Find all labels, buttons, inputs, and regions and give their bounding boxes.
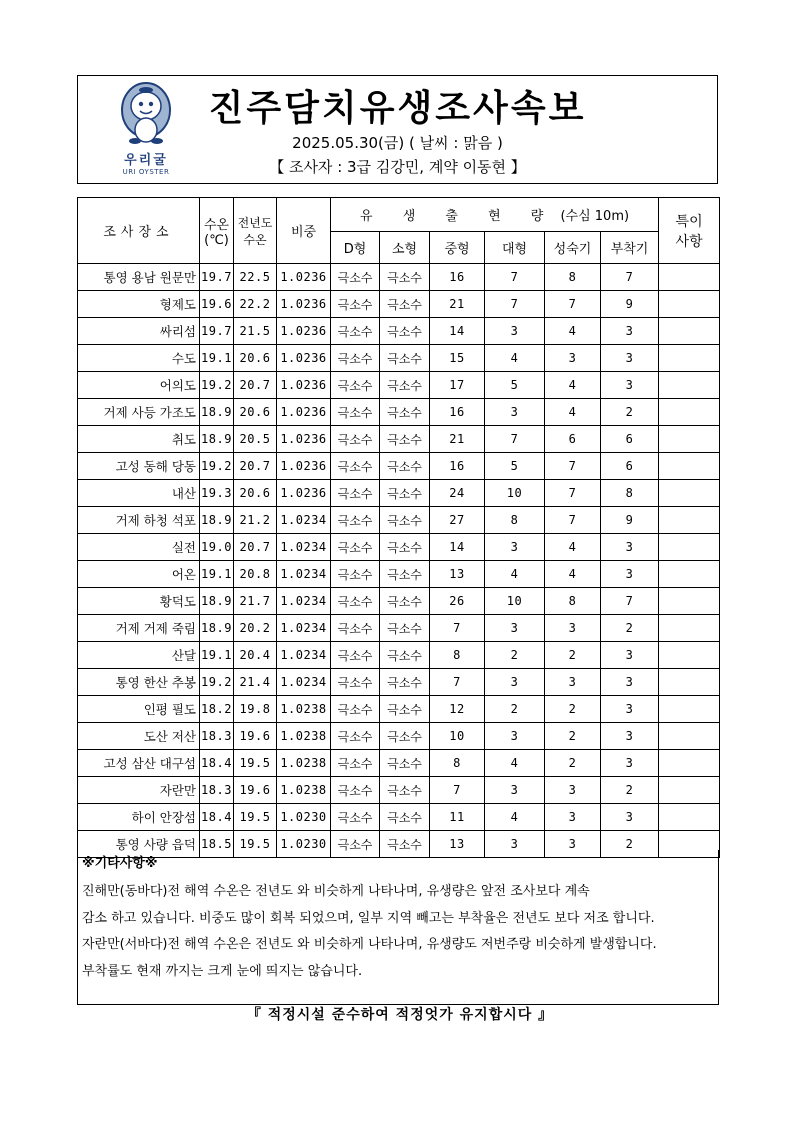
cell-d-type: 극소수: [331, 804, 380, 831]
cell-attach-stage: 2: [601, 777, 659, 804]
cell-attach-stage: 3: [601, 804, 659, 831]
report-surveyors: 【 조사자 : 3급 김강민, 계약 이동현 】: [269, 158, 526, 176]
cell-d-type: 극소수: [331, 291, 380, 318]
cell-small-type: 극소수: [380, 291, 430, 318]
cell-prev-year-temp: 21.4: [234, 669, 277, 696]
cell-prev-year-temp: 20.6: [234, 480, 277, 507]
cell-large-type: 5: [485, 453, 545, 480]
header-mature-stage: 성숙기: [545, 232, 601, 264]
header-prev-year-temp: [234, 198, 277, 264]
cell-remark: [659, 453, 720, 480]
cell-specific-gravity: 1.0236: [277, 291, 331, 318]
cell-specific-gravity: 1.0236: [277, 426, 331, 453]
cell-mature-stage: 3: [545, 345, 601, 372]
cell-d-type: 극소수: [331, 318, 380, 345]
cell-water-temp: 18.5: [200, 831, 234, 858]
cell-attach-stage: 7: [601, 264, 659, 291]
cell-water-temp: 18.2: [200, 696, 234, 723]
cell-small-type: 극소수: [380, 480, 430, 507]
cell-location: 황덕도: [78, 588, 200, 615]
cell-water-temp: 18.3: [200, 723, 234, 750]
cell-remark: [659, 588, 720, 615]
cell-prev-year-temp: 19.8: [234, 696, 277, 723]
cell-remark: [659, 399, 720, 426]
cell-remark: [659, 615, 720, 642]
cell-water-temp: 18.9: [200, 426, 234, 453]
header-prev-year-sub: 수온: [243, 232, 267, 247]
cell-attach-stage: 3: [601, 318, 659, 345]
cell-specific-gravity: 1.0234: [277, 669, 331, 696]
header-d-type: D형: [331, 232, 380, 264]
cell-large-type: 7: [485, 426, 545, 453]
notes-section: [77, 850, 719, 1005]
cell-prev-year-temp: 21.7: [234, 588, 277, 615]
cell-location: 취도: [78, 426, 200, 453]
cell-location: 자란만: [78, 777, 200, 804]
cell-large-type: 3: [485, 669, 545, 696]
cell-medium-type: 13: [430, 831, 485, 858]
cell-large-type: 3: [485, 723, 545, 750]
cell-medium-type: 16: [430, 399, 485, 426]
cell-medium-type: 26: [430, 588, 485, 615]
cell-mature-stage: 4: [545, 561, 601, 588]
cell-small-type: 극소수: [380, 723, 430, 750]
cell-remark: [659, 723, 720, 750]
cell-water-temp: 18.9: [200, 615, 234, 642]
cell-medium-type: 21: [430, 426, 485, 453]
header-large-type: 대형: [485, 232, 545, 264]
cell-location: 어의도: [78, 372, 200, 399]
cell-remark: [659, 345, 720, 372]
cell-large-type: 3: [485, 831, 545, 858]
cell-location: 통영 한산 추봉: [78, 669, 200, 696]
table-row: [78, 426, 720, 453]
cell-location: 내산: [78, 480, 200, 507]
cell-d-type: 극소수: [331, 453, 380, 480]
cell-remark: [659, 534, 720, 561]
cell-small-type: 극소수: [380, 561, 430, 588]
cell-remark: [659, 318, 720, 345]
cell-location: 고성 동해 당동: [78, 453, 200, 480]
cell-large-type: 3: [485, 534, 545, 561]
cell-small-type: 극소수: [380, 534, 430, 561]
cell-d-type: 극소수: [331, 615, 380, 642]
header-attach-stage: 부착기: [601, 232, 659, 264]
cell-location: 통영 용남 원문만: [78, 264, 200, 291]
cell-medium-type: 8: [430, 750, 485, 777]
header-location: 조사장소: [78, 198, 200, 264]
header-water-temp-label: 수온: [203, 217, 230, 233]
cell-mature-stage: 4: [545, 399, 601, 426]
header-prev-year-label: 전년도: [237, 215, 273, 230]
table-row: [78, 804, 720, 831]
cell-d-type: 극소수: [331, 777, 380, 804]
header-water-temp: [200, 198, 234, 264]
cell-small-type: 극소수: [380, 318, 430, 345]
cell-specific-gravity: 1.0236: [277, 453, 331, 480]
cell-remark: [659, 372, 720, 399]
report-title: 진주담치유생조사속보: [208, 88, 587, 129]
larvae-survey-table: [77, 197, 720, 858]
cell-large-type: 7: [485, 264, 545, 291]
cell-mature-stage: 7: [545, 291, 601, 318]
report-date-weather: 2025.05.30(금) ( 날씨 : 맑음 ): [292, 134, 503, 152]
cell-remark: [659, 777, 720, 804]
table-row: [78, 777, 720, 804]
cell-small-type: 극소수: [380, 588, 430, 615]
cell-attach-stage: 3: [601, 750, 659, 777]
cell-d-type: 극소수: [331, 264, 380, 291]
cell-d-type: 극소수: [331, 426, 380, 453]
cell-mature-stage: 4: [545, 372, 601, 399]
header-larvae-group: [331, 198, 659, 232]
cell-medium-type: 27: [430, 507, 485, 534]
cell-remark: [659, 669, 720, 696]
cell-location: 수도: [78, 345, 200, 372]
table-row: [78, 642, 720, 669]
cell-attach-stage: 3: [601, 561, 659, 588]
cell-attach-stage: 3: [601, 642, 659, 669]
cell-medium-type: 21: [430, 291, 485, 318]
cell-mature-stage: 3: [545, 669, 601, 696]
cell-d-type: 극소수: [331, 723, 380, 750]
cell-mature-stage: 8: [545, 588, 601, 615]
cell-mature-stage: 3: [545, 831, 601, 858]
cell-large-type: 3: [485, 399, 545, 426]
cell-large-type: 4: [485, 750, 545, 777]
cell-water-temp: 19.7: [200, 264, 234, 291]
cell-medium-type: 13: [430, 561, 485, 588]
cell-location: 도산 저산: [78, 723, 200, 750]
cell-medium-type: 15: [430, 345, 485, 372]
notes-line: 부착률도 현재 까지는 크게 눈에 띄지는 않습니다.: [82, 963, 363, 979]
table-row: [78, 696, 720, 723]
footer-slogan: 『 적정시설 준수하여 적정엇가 유지합시다 』: [246, 1007, 554, 1023]
cell-water-temp: 18.4: [200, 804, 234, 831]
cell-prev-year-temp: 19.6: [234, 777, 277, 804]
cell-prev-year-temp: 20.7: [234, 453, 277, 480]
cell-remark: [659, 750, 720, 777]
table-row: [78, 480, 720, 507]
cell-medium-type: 8: [430, 642, 485, 669]
cell-large-type: 4: [485, 345, 545, 372]
cell-d-type: 극소수: [331, 750, 380, 777]
cell-location: 어온: [78, 561, 200, 588]
cell-prev-year-temp: 22.2: [234, 291, 277, 318]
cell-small-type: 극소수: [380, 372, 430, 399]
cell-water-temp: 19.2: [200, 669, 234, 696]
cell-specific-gravity: 1.0234: [277, 642, 331, 669]
cell-medium-type: 16: [430, 264, 485, 291]
cell-attach-stage: 9: [601, 291, 659, 318]
cell-mature-stage: 3: [545, 804, 601, 831]
logo-name-en: URI OYSTER: [122, 168, 170, 176]
cell-d-type: 극소수: [331, 534, 380, 561]
cell-remark: [659, 696, 720, 723]
cell-large-type: 3: [485, 777, 545, 804]
table-row: [78, 372, 720, 399]
cell-location: 고성 삼산 대구섬: [78, 750, 200, 777]
cell-large-type: 7: [485, 291, 545, 318]
notes-line: 자란만(서바다)전 해역 수온은 전년도 와 비슷하게 나타나며, 유생량도 저번주랑 비슷하게 발생합니다.: [82, 937, 657, 952]
cell-water-temp: 18.3: [200, 777, 234, 804]
notes-line: 감소 하고 있습니다. 비중도 많이 회복 되었으며, 일부 지역 빼고는 부착율은 전년도 보다 저조 합니다.: [82, 910, 655, 926]
cell-d-type: 극소수: [331, 372, 380, 399]
cell-medium-type: 11: [430, 804, 485, 831]
cell-water-temp: 18.9: [200, 507, 234, 534]
cell-prev-year-temp: 19.6: [234, 723, 277, 750]
cell-prev-year-temp: 20.8: [234, 561, 277, 588]
cell-specific-gravity: 1.0238: [277, 750, 331, 777]
cell-prev-year-temp: 20.4: [234, 642, 277, 669]
table-row: [78, 345, 720, 372]
cell-medium-type: 16: [430, 453, 485, 480]
header-small-type: 소형: [380, 232, 430, 264]
cell-specific-gravity: 1.0236: [277, 399, 331, 426]
cell-medium-type: 17: [430, 372, 485, 399]
logo-name-kr: 우리굴: [124, 153, 168, 168]
cell-small-type: 극소수: [380, 345, 430, 372]
cell-remark: [659, 804, 720, 831]
cell-large-type: 5: [485, 372, 545, 399]
cell-attach-stage: 3: [601, 372, 659, 399]
cell-small-type: 극소수: [380, 669, 430, 696]
cell-prev-year-temp: 19.5: [234, 804, 277, 831]
report-header: [77, 75, 718, 184]
cell-location: 하이 안장섬: [78, 804, 200, 831]
cell-large-type: 10: [485, 588, 545, 615]
cell-specific-gravity: 1.0234: [277, 615, 331, 642]
cell-small-type: 극소수: [380, 264, 430, 291]
cell-d-type: 극소수: [331, 669, 380, 696]
cell-location: 싸리섬: [78, 318, 200, 345]
cell-prev-year-temp: 21.5: [234, 318, 277, 345]
cell-location: 실전: [78, 534, 200, 561]
table-row: [78, 588, 720, 615]
cell-d-type: 극소수: [331, 588, 380, 615]
cell-medium-type: 12: [430, 696, 485, 723]
cell-remark: [659, 507, 720, 534]
cell-remark: [659, 642, 720, 669]
table-row: [78, 750, 720, 777]
notes-title: ※기타사항※: [82, 856, 158, 871]
cell-large-type: 8: [485, 507, 545, 534]
cell-mature-stage: 7: [545, 507, 601, 534]
cell-specific-gravity: 1.0238: [277, 723, 331, 750]
cell-water-temp: 19.1: [200, 345, 234, 372]
cell-small-type: 극소수: [380, 804, 430, 831]
cell-mature-stage: 8: [545, 264, 601, 291]
cell-attach-stage: 7: [601, 588, 659, 615]
table-row: [78, 318, 720, 345]
cell-attach-stage: 2: [601, 615, 659, 642]
cell-water-temp: 18.9: [200, 399, 234, 426]
header-remarks-line1: 특이: [675, 213, 703, 230]
cell-mature-stage: 2: [545, 696, 601, 723]
cell-medium-type: 14: [430, 534, 485, 561]
cell-specific-gravity: 1.0230: [277, 804, 331, 831]
cell-attach-stage: 2: [601, 831, 659, 858]
cell-water-temp: 19.1: [200, 561, 234, 588]
cell-large-type: 2: [485, 696, 545, 723]
cell-small-type: 극소수: [380, 453, 430, 480]
cell-water-temp: 19.1: [200, 642, 234, 669]
cell-prev-year-temp: 19.5: [234, 750, 277, 777]
cell-attach-stage: 6: [601, 453, 659, 480]
cell-small-type: 극소수: [380, 750, 430, 777]
cell-d-type: 극소수: [331, 831, 380, 858]
cell-small-type: 극소수: [380, 831, 430, 858]
table-row: [78, 723, 720, 750]
table-row: [78, 669, 720, 696]
cell-small-type: 극소수: [380, 507, 430, 534]
cell-small-type: 극소수: [380, 777, 430, 804]
cell-d-type: 극소수: [331, 345, 380, 372]
cell-d-type: 극소수: [331, 507, 380, 534]
cell-medium-type: 7: [430, 615, 485, 642]
table-row: [78, 453, 720, 480]
cell-location: 통영 사량 읍덕: [78, 831, 200, 858]
cell-attach-stage: 6: [601, 426, 659, 453]
cell-specific-gravity: 1.0234: [277, 561, 331, 588]
cell-location: 인평 필도: [78, 696, 200, 723]
cell-water-temp: 19.3: [200, 480, 234, 507]
header-remarks: [659, 198, 720, 264]
header-remarks-line2: 사항: [675, 233, 703, 250]
cell-small-type: 극소수: [380, 426, 430, 453]
header-specific-gravity: 비중: [277, 198, 331, 264]
cell-d-type: 극소수: [331, 480, 380, 507]
table-row: [78, 264, 720, 291]
cell-prev-year-temp: 20.5: [234, 426, 277, 453]
cell-remark: [659, 264, 720, 291]
header-water-temp-unit: (℃): [204, 232, 229, 248]
cell-prev-year-temp: 20.7: [234, 534, 277, 561]
cell-medium-type: 10: [430, 723, 485, 750]
cell-prev-year-temp: 22.5: [234, 264, 277, 291]
cell-remark: [659, 291, 720, 318]
cell-attach-stage: 3: [601, 669, 659, 696]
cell-specific-gravity: 1.0238: [277, 777, 331, 804]
table-row: [78, 615, 720, 642]
cell-prev-year-temp: 21.2: [234, 507, 277, 534]
cell-remark: [659, 480, 720, 507]
table-row: [78, 399, 720, 426]
cell-large-type: 3: [485, 615, 545, 642]
cell-remark: [659, 426, 720, 453]
cell-mature-stage: 2: [545, 642, 601, 669]
cell-attach-stage: 3: [601, 534, 659, 561]
cell-water-temp: 19.7: [200, 318, 234, 345]
cell-location: 형제도: [78, 291, 200, 318]
cell-mature-stage: 3: [545, 615, 601, 642]
table-row: [78, 507, 720, 534]
header-medium-type: 중형: [430, 232, 485, 264]
cell-specific-gravity: 1.0236: [277, 480, 331, 507]
cell-specific-gravity: 1.0236: [277, 372, 331, 399]
cell-remark: [659, 561, 720, 588]
cell-water-temp: 19.2: [200, 453, 234, 480]
cell-medium-type: 7: [430, 669, 485, 696]
cell-water-temp: 18.4: [200, 750, 234, 777]
cell-d-type: 극소수: [331, 561, 380, 588]
cell-specific-gravity: 1.0234: [277, 534, 331, 561]
cell-attach-stage: 3: [601, 345, 659, 372]
cell-large-type: 4: [485, 561, 545, 588]
cell-prev-year-temp: 20.6: [234, 399, 277, 426]
cell-water-temp: 19.6: [200, 291, 234, 318]
cell-d-type: 극소수: [331, 642, 380, 669]
cell-large-type: 10: [485, 480, 545, 507]
cell-small-type: 극소수: [380, 696, 430, 723]
cell-attach-stage: 3: [601, 723, 659, 750]
cell-attach-stage: 3: [601, 696, 659, 723]
cell-large-type: 2: [485, 642, 545, 669]
cell-specific-gravity: 1.0234: [277, 507, 331, 534]
cell-water-temp: 19.2: [200, 372, 234, 399]
cell-specific-gravity: 1.0238: [277, 696, 331, 723]
cell-water-temp: 18.9: [200, 588, 234, 615]
cell-prev-year-temp: 20.6: [234, 345, 277, 372]
cell-mature-stage: 4: [545, 318, 601, 345]
notes-line: 진해만(동바다)전 해역 수온은 전년도 와 비슷하게 나타나며, 유생량은 앞전 조사보다 계속: [82, 884, 590, 899]
cell-d-type: 극소수: [331, 696, 380, 723]
cell-mature-stage: 2: [545, 723, 601, 750]
cell-small-type: 극소수: [380, 399, 430, 426]
cell-prev-year-temp: 20.2: [234, 615, 277, 642]
table-row: [78, 561, 720, 588]
cell-mature-stage: 4: [545, 534, 601, 561]
cell-specific-gravity: 1.0236: [277, 264, 331, 291]
cell-mature-stage: 7: [545, 453, 601, 480]
cell-specific-gravity: 1.0236: [277, 345, 331, 372]
header-larvae-label: 유 생 출 현 량: [360, 209, 557, 224]
cell-medium-type: 14: [430, 318, 485, 345]
table-row: [78, 534, 720, 561]
cell-specific-gravity: 1.0236: [277, 318, 331, 345]
cell-location: 거제 거제 죽림: [78, 615, 200, 642]
cell-medium-type: 24: [430, 480, 485, 507]
cell-small-type: 극소수: [380, 642, 430, 669]
cell-attach-stage: 8: [601, 480, 659, 507]
cell-attach-stage: 2: [601, 399, 659, 426]
cell-location: 거제 하청 석포: [78, 507, 200, 534]
cell-mature-stage: 3: [545, 777, 601, 804]
cell-attach-stage: 9: [601, 507, 659, 534]
cell-location: 산달: [78, 642, 200, 669]
cell-medium-type: 7: [430, 777, 485, 804]
cell-large-type: 4: [485, 804, 545, 831]
cell-d-type: 극소수: [331, 399, 380, 426]
cell-small-type: 극소수: [380, 615, 430, 642]
table-row: [78, 291, 720, 318]
header-larvae-depth: (수심 10m): [560, 209, 630, 224]
cell-mature-stage: 6: [545, 426, 601, 453]
cell-prev-year-temp: 20.7: [234, 372, 277, 399]
cell-mature-stage: 7: [545, 480, 601, 507]
cell-specific-gravity: 1.0234: [277, 588, 331, 615]
cell-specific-gravity: 1.0230: [277, 831, 331, 858]
cell-large-type: 3: [485, 318, 545, 345]
cell-mature-stage: 2: [545, 750, 601, 777]
cell-water-temp: 19.0: [200, 534, 234, 561]
cell-location: 거제 사등 가조도: [78, 399, 200, 426]
cell-prev-year-temp: 19.5: [234, 831, 277, 858]
